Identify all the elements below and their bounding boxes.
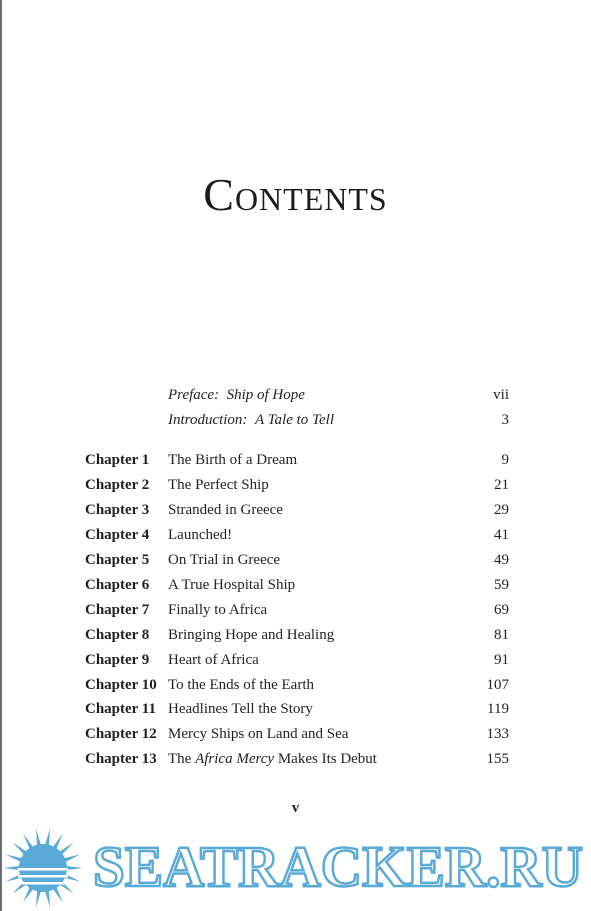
chapter-number: Chapter 9 (85, 652, 150, 668)
chapter-page: 81 (494, 627, 509, 643)
chapter-title: To the Ends of the Earth (168, 677, 314, 693)
chapter-page: 21 (494, 477, 509, 493)
chapter-number: Chapter 8 (85, 627, 150, 643)
chapter-title: Stranded in Greece (168, 502, 283, 518)
sun-stripe (18, 875, 68, 878)
chapter-number: Chapter 12 (85, 726, 157, 742)
chapter-number: Chapter 11 (85, 701, 156, 717)
chapter-page: 59 (494, 577, 509, 593)
sun-icon (3, 829, 83, 908)
toc-entry-introduction (0, 408, 591, 432)
chapter-page: 41 (494, 527, 509, 543)
ship-name: Africa Mercy (195, 751, 275, 767)
chapter-number: Chapter 1 (85, 452, 150, 468)
toc-entry-subtitle: A Tale to Tell (254, 412, 334, 428)
chapter-title (168, 747, 377, 771)
toc-chapter-4 (0, 523, 591, 547)
page-folio: v (291, 800, 300, 816)
page-title: Contents (203, 169, 388, 220)
chapter-title: Finally to Africa (168, 602, 268, 618)
chapter-title: The Birth of a Dream (168, 452, 298, 468)
chapter-title: Heart of Africa (168, 652, 259, 668)
chapter-number: Chapter 13 (85, 751, 157, 767)
toc-chapter-13 (0, 747, 591, 771)
chapter-title: The Perfect Ship (168, 477, 269, 493)
chapter-number: Chapter 2 (85, 477, 150, 493)
toc-chapter-6 (0, 573, 591, 597)
chapter-title: Bringing Hope and Healing (168, 627, 335, 643)
chapter-page: 155 (486, 751, 509, 767)
chapter-page: 9 (501, 452, 509, 468)
chapter-number: Chapter 7 (85, 602, 150, 618)
chapter-title: Headlines Tell the Story (168, 701, 313, 717)
chapter-page: 49 (494, 552, 509, 568)
toc-entry-label: Introduction: (168, 412, 248, 428)
toc-entry-subtitle: Ship of Hope (226, 387, 305, 403)
toc-chapter-1 (0, 448, 591, 472)
sun-ray (36, 889, 41, 907)
chapter-number: Chapter 5 (85, 552, 150, 568)
toc-chapter-7 (0, 598, 591, 622)
chapter-title: A True Hospital Ship (168, 577, 296, 593)
chapter-page: 107 (486, 677, 509, 693)
toc-entry-title (168, 408, 334, 432)
chapter-title-post: Makes Its Debut (274, 751, 377, 767)
chapter-number: Chapter 4 (85, 527, 150, 543)
toc-entry-page: vii (493, 387, 509, 403)
chapter-page: 119 (487, 701, 509, 717)
chapter-number: Chapter 6 (85, 577, 150, 593)
chapter-page: 69 (494, 602, 509, 618)
seatracker-watermark (0, 822, 591, 911)
sun-stripe (18, 882, 68, 885)
watermark-text: SEATRACKER.RU (93, 834, 583, 899)
toc-chapter-2 (0, 473, 591, 497)
chapter-number: Chapter 3 (85, 502, 150, 518)
sun-stripe (18, 868, 68, 871)
toc-entry-preface (0, 383, 591, 407)
sun-ray (45, 829, 50, 847)
toc-entry-label: Preface: (168, 387, 220, 403)
chapter-page: 91 (494, 652, 509, 668)
chapter-title: On Trial in Greece (168, 552, 281, 568)
chapter-page: 133 (486, 726, 509, 742)
toc-chapter-9 (0, 648, 591, 672)
toc-chapter-8 (0, 623, 591, 647)
toc-chapter-11 (0, 697, 591, 721)
chapter-title-pre: The (168, 751, 196, 767)
chapter-title: Mercy Ships on Land and Sea (168, 726, 349, 742)
sun-ray (45, 889, 50, 907)
sun-ray (36, 829, 41, 847)
toc-chapter-5 (0, 548, 591, 572)
toc-chapter-12 (0, 722, 591, 746)
toc-entry-page: 3 (501, 412, 509, 428)
chapter-page: 29 (494, 502, 509, 518)
toc-chapter-3 (0, 498, 591, 522)
toc-entry-title (168, 383, 305, 407)
chapter-number: Chapter 10 (85, 677, 157, 693)
toc-chapter-10 (0, 673, 591, 697)
chapter-title: Launched! (168, 527, 233, 543)
